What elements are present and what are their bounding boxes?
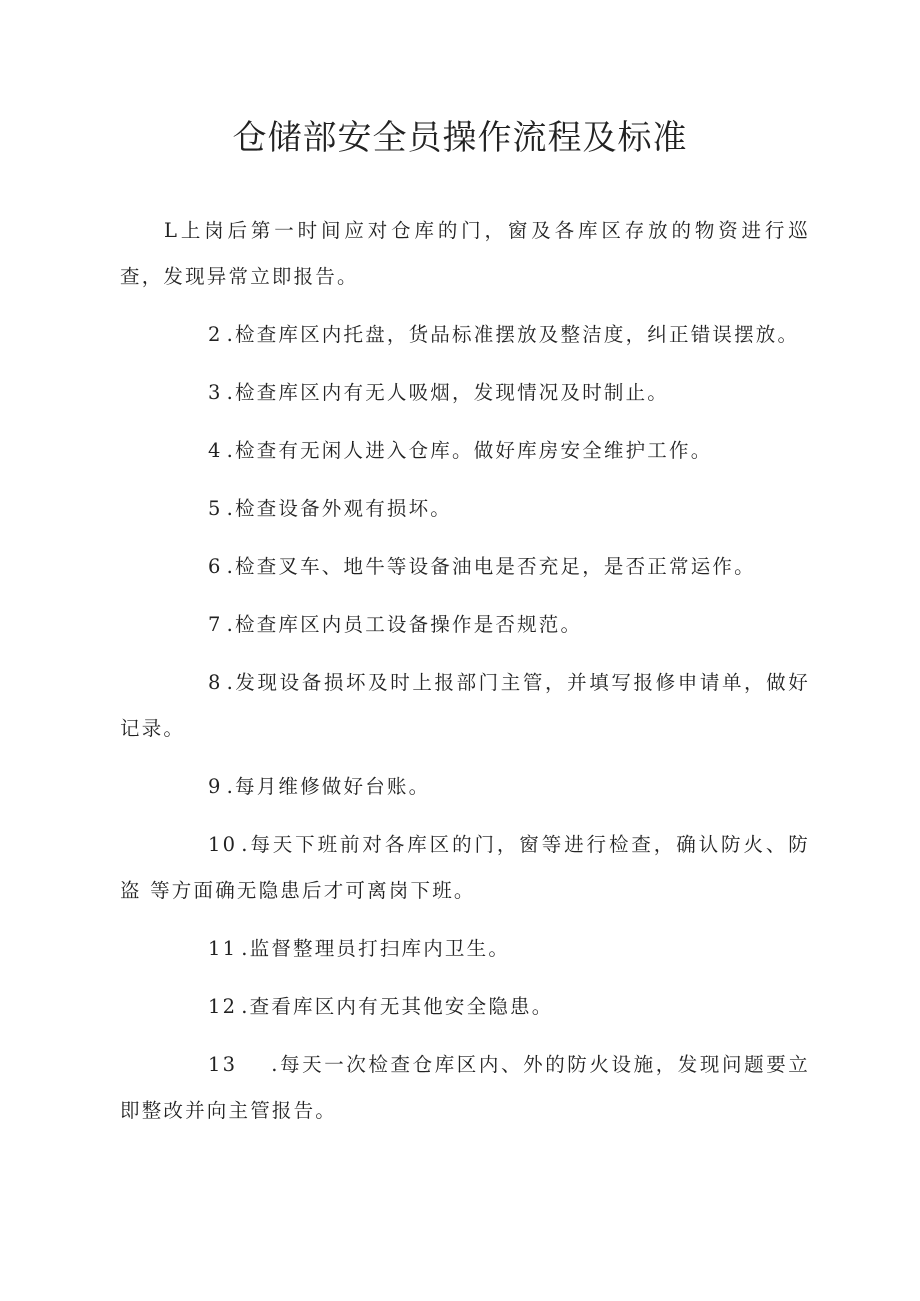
procedure-list <box>120 208 810 1146</box>
item-text: .每天下班前对各库区的门，窗等进行检查，确认防火、防盗 等方面确无隐患后才可离岗下班。 <box>120 833 810 902</box>
item-text: .查看库区内有无其他安全隐患。 <box>241 995 554 1018</box>
list-item <box>120 660 810 752</box>
item-text: .每月维修做好台账。 <box>226 775 431 798</box>
item-number: 8 <box>208 671 223 694</box>
list-item <box>120 764 810 810</box>
item-number: 12 <box>208 995 238 1018</box>
item-text: L上岗后第一时间应对仓库的门，窗及各库区存放的物资进行巡 查，发现异常立即报告。 <box>120 219 810 288</box>
list-item <box>120 984 810 1030</box>
list-item <box>120 544 810 590</box>
list-item <box>120 926 810 972</box>
item-text: .检查有无闲人进入仓库。做好库房安全维护工作。 <box>226 439 713 462</box>
item-text: .检查设备外观有损坏。 <box>226 497 453 520</box>
item-text: .检查库区内员工设备操作是否规范。 <box>226 613 583 636</box>
list-item <box>120 370 810 416</box>
item-number: 11 <box>208 937 238 960</box>
item-number: 3 <box>208 381 223 404</box>
list-item <box>120 208 810 300</box>
list-item <box>120 1042 810 1134</box>
item-number: 5 <box>208 497 223 520</box>
list-item <box>120 602 810 648</box>
item-text: .监督整理员打扫库内卫生。 <box>241 937 511 960</box>
item-number: 9 <box>208 775 223 798</box>
list-item <box>120 428 810 474</box>
item-text: .检查库区内有无人吸烟，发现情况及时制止。 <box>226 381 670 404</box>
item-number: 2 <box>208 323 223 346</box>
item-number: 13 <box>208 1053 238 1076</box>
item-number: 7 <box>208 613 223 636</box>
item-number: 6 <box>208 555 223 578</box>
list-item <box>120 312 810 358</box>
item-text: .检查叉车、地牛等设备油电是否充足，是否正常运作。 <box>226 555 756 578</box>
page-title: 仓储部安全员操作流程及标准 <box>232 118 688 158</box>
item-number: 10 <box>208 833 238 856</box>
list-item <box>120 486 810 532</box>
item-text: .检查库区内托盘，货品标准摆放及整洁度，纠正错误摆放。 <box>226 323 800 346</box>
item-text: .发现设备损坏及时上报部门主管，并填写报修申请单，做好记录。 <box>120 671 810 740</box>
item-text: .每天一次检查仓库区内、外的防火设施，发现问题要立即整改并向主管报告。 <box>120 1053 810 1122</box>
item-number: 4 <box>208 439 223 462</box>
list-item <box>120 822 810 914</box>
